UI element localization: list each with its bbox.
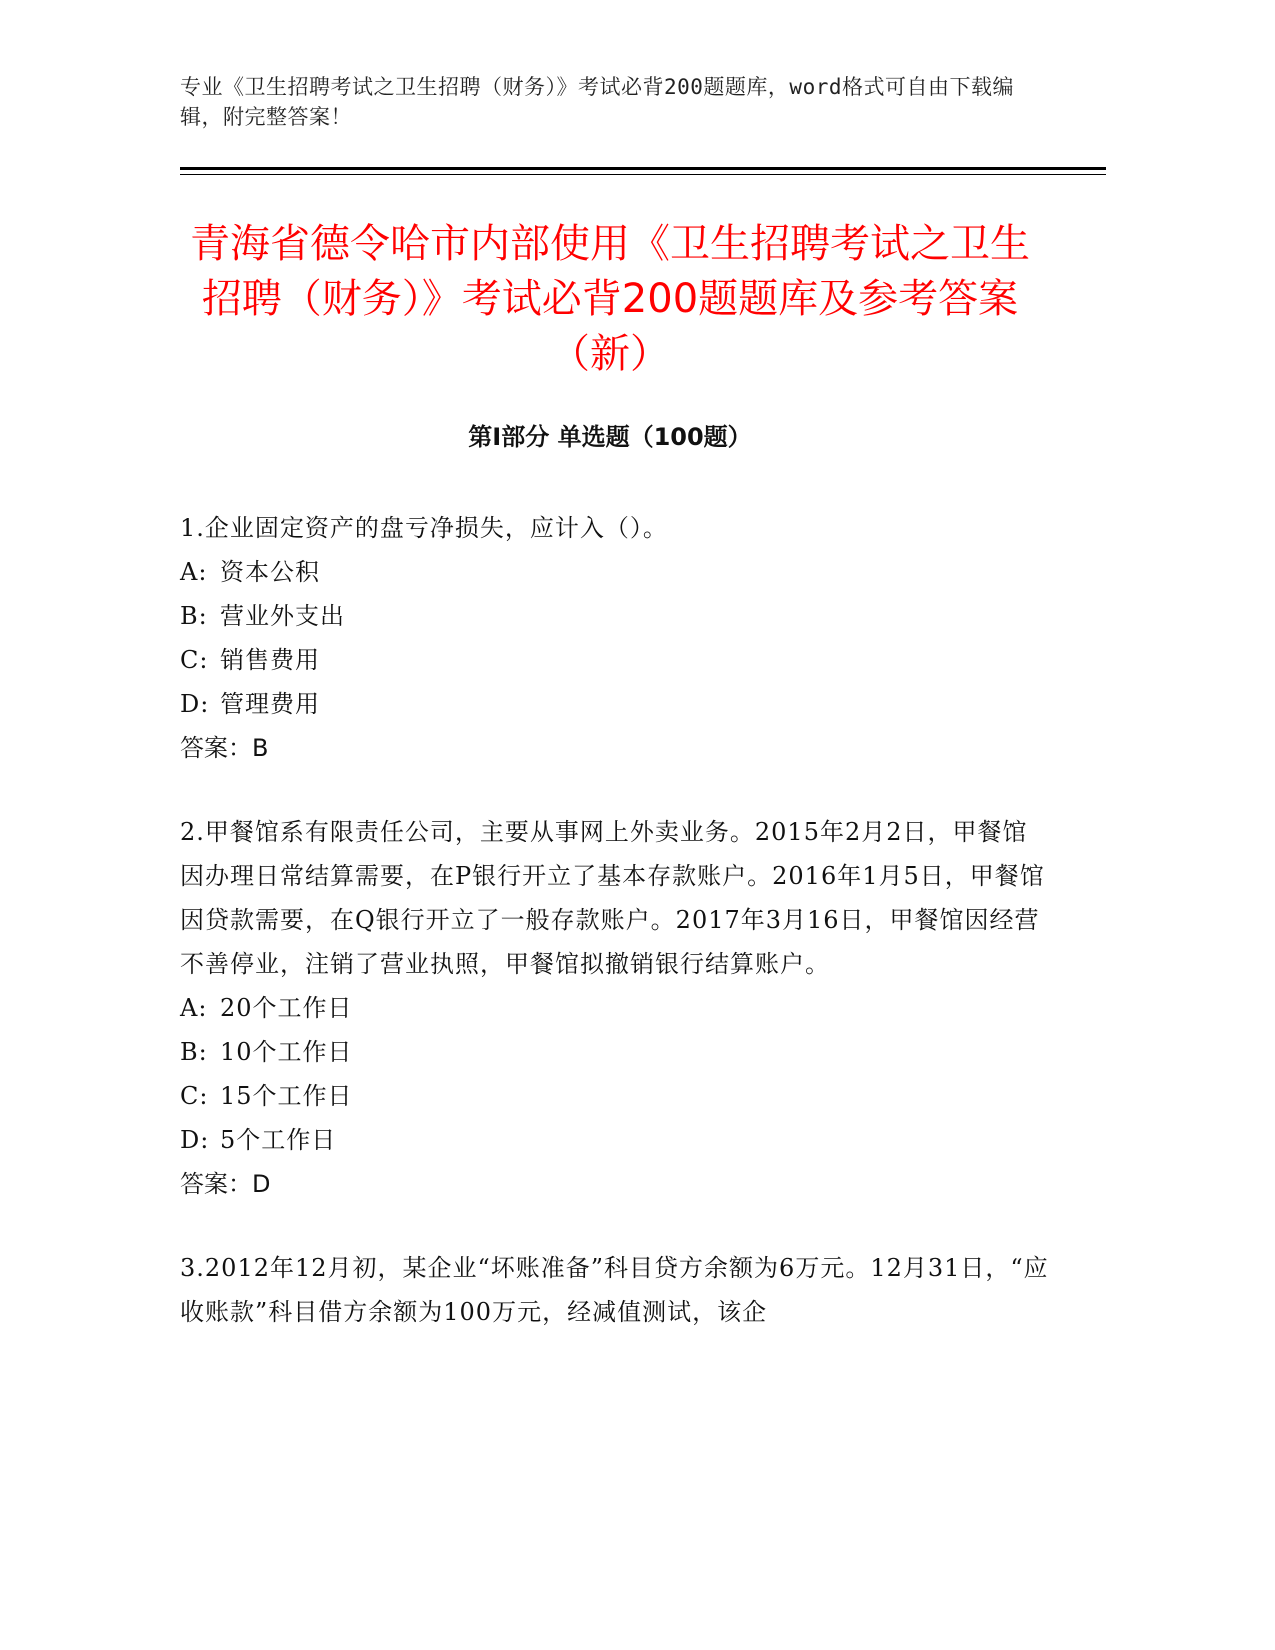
option-text: 20个工作日 <box>220 994 353 1022</box>
option-letter: A: <box>180 994 208 1022</box>
header-divider-thick <box>180 167 1106 170</box>
question-3 <box>180 1246 1050 1334</box>
option-c <box>180 1074 1050 1118</box>
option-a <box>180 986 1050 1030</box>
question-stem: 2.甲餐馆系有限责任公司，主要从事网上外卖业务。2015年2月2日，甲餐馆因办理日常结算需要，在P银行开立了基本存款账户。2016年1月5日，甲餐馆因贷款需要，在Q银行开立了一般存款账户。2017年3月16日，甲餐馆因经营不善停业，注销了营业执照，甲餐馆拟撤销银行结算账户。 <box>180 818 1045 978</box>
option-d <box>180 1118 1050 1162</box>
option-text: 销售费用 <box>220 646 320 674</box>
answer-line: 答案：D <box>180 1170 271 1198</box>
document-title: 青海省德令哈市内部使用《卫生招聘考试之卫生招聘（财务）》考试必背200题题库及参考答案（新） <box>190 221 1030 377</box>
question-stem: 1.企业固定资产的盘亏净损失，应计入（）。 <box>180 514 668 542</box>
question-1 <box>180 506 1050 770</box>
option-letter: B: <box>180 602 208 630</box>
option-text: 营业外支出 <box>220 602 345 630</box>
option-text: 10个工作日 <box>220 1038 353 1066</box>
header-note: 专业《卫生招聘考试之卫生招聘（财务）》考试必背200题题库，word格式可自由下载编辑，附完整答案！ <box>180 75 1014 129</box>
option-letter: D: <box>180 690 210 718</box>
option-letter: C: <box>180 1082 209 1110</box>
option-text: 5个工作日 <box>220 1126 337 1154</box>
option-text: 15个工作日 <box>220 1082 353 1110</box>
header-divider-thin <box>180 174 1106 175</box>
option-letter: A: <box>180 558 208 586</box>
option-text: 管理费用 <box>220 690 320 718</box>
option-c <box>180 638 1050 682</box>
question-2 <box>180 810 1050 1206</box>
option-text: 资本公积 <box>220 558 320 586</box>
answer-line: 答案：B <box>180 734 269 762</box>
option-letter: C: <box>180 646 209 674</box>
option-d <box>180 682 1050 726</box>
option-b <box>180 1030 1050 1074</box>
option-b <box>180 594 1050 638</box>
option-letter: B: <box>180 1038 208 1066</box>
question-stem: 3.2012年12月初，某企业“坏账准备”科目贷方余额为6万元。12月31日，“应收账款”科目借方余额为100万元，经减值测试，该企 <box>180 1254 1049 1326</box>
question-list <box>180 506 1050 1374</box>
option-letter: D: <box>180 1126 210 1154</box>
section-heading: 第I部分 单选题（100题） <box>468 423 752 451</box>
option-a <box>180 550 1050 594</box>
